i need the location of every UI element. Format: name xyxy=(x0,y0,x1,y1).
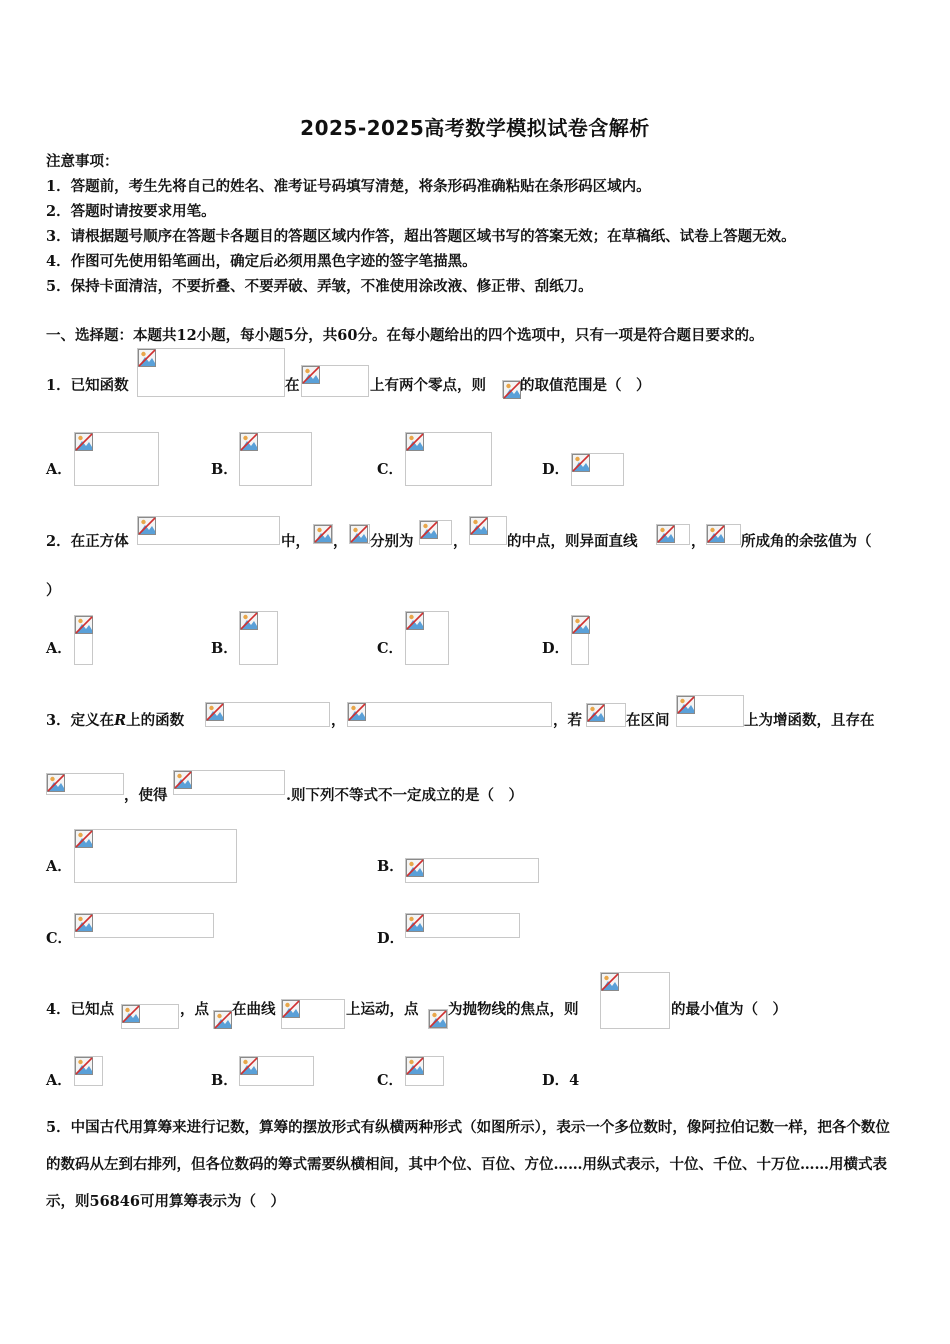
notice-item-2: 2．答题时请按要求用笔。 xyxy=(46,203,216,220)
formula-image xyxy=(74,432,159,486)
option-c-label: C． xyxy=(377,640,404,657)
option-d-label: D． xyxy=(377,930,405,947)
section-heading: 一、选择题：本题共12小题，每小题5分，共60分。在每小题给出的四个选项中，只有一项是符合题目要求的。 xyxy=(46,327,764,344)
q3-text-4: 在区间 xyxy=(626,712,670,729)
q2-text-6: 的中点，则异面直线 xyxy=(507,533,638,550)
page-title: 2025-2025高考数学模拟试卷含解析 xyxy=(300,116,650,140)
notice-item-5: 5．保持卡面清洁，不要折叠、不要弄破、弄皱，不准使用涂改液、修正带、刮纸刀。 xyxy=(46,278,593,295)
q3-text-1: 3．定义在R上的函数 xyxy=(46,712,185,729)
option-b-label: B． xyxy=(211,461,238,478)
q3-text-2: ， xyxy=(331,712,346,729)
q2-text-5: ， xyxy=(453,533,468,550)
formula-image xyxy=(349,524,370,544)
q4-text-2: ，点 xyxy=(180,1001,209,1018)
option-a-label: A． xyxy=(46,461,72,478)
formula-image xyxy=(469,516,507,545)
formula-image xyxy=(173,770,285,795)
q4-text-5: 为抛物线的焦点，则 xyxy=(448,1001,579,1018)
q3-var-r: R xyxy=(114,712,127,729)
option-a-label: A． xyxy=(46,1072,72,1089)
q2-text-1: 2．在正方体 xyxy=(46,533,129,550)
q2-text-8: 所成角的余弦值为（ xyxy=(741,533,872,550)
formula-image xyxy=(419,520,452,545)
option-c-label: C． xyxy=(377,461,404,478)
formula-image xyxy=(586,703,626,727)
formula-image xyxy=(600,972,670,1029)
formula-image xyxy=(137,348,285,397)
option-c-label: C． xyxy=(46,930,73,947)
q2-text-3: ， xyxy=(333,533,348,550)
formula-image xyxy=(405,611,449,665)
formula-image xyxy=(74,615,93,665)
option-a-label: A． xyxy=(46,858,72,875)
notice-item-4: 4．作图可先使用铅笔画出，确定后必须用黑色字迹的签字笔描黑。 xyxy=(46,253,477,270)
formula-image xyxy=(347,702,552,727)
formula-image xyxy=(137,516,280,545)
formula-image xyxy=(121,1004,179,1029)
q3-text-3: ，若 xyxy=(553,712,582,729)
option-a-label: A． xyxy=(46,640,72,657)
option-d-label: D． xyxy=(542,461,570,478)
formula-image xyxy=(571,453,624,486)
option-d-label: D． xyxy=(542,640,570,657)
formula-image xyxy=(281,999,345,1029)
option-c-label: C． xyxy=(377,1072,404,1089)
notice-item-3: 3．请根据题号顺序在答题卡各题目的答题区域内作答，超出答题区域书写的答案无效；在草稿纸、试卷上答题无效。 xyxy=(46,228,796,245)
q2-text-2: 中， xyxy=(281,533,310,550)
option-b-label: B． xyxy=(377,858,404,875)
q3-text-7: .则下列不等式不一定成立的是（ ） xyxy=(286,787,524,804)
formula-image xyxy=(428,1009,448,1029)
notice-item-1: 1．答题前，考生先将自己的姓名、准考证号码填写清楚，将条形码准确粘贴在条形码区域内。 xyxy=(46,178,651,195)
formula-image xyxy=(74,829,237,883)
q2-text-4: 分别为 xyxy=(370,533,414,550)
q3-text-5: 上为增函数，且存在 xyxy=(744,712,875,729)
formula-image xyxy=(405,858,539,883)
formula-image xyxy=(239,1056,314,1086)
question-5: 5．中国古代用算筹来进行记数，算筹的摆放形式有纵横两种形式（如图所示），表示一个多位数时，像阿拉伯记数一样，把各个数位的数码从左到右排列，但各位数码的筹式需要纵横相间，其中个位、百位、方位……用纵式表示，十位、千位、十万位……用横式表示，则56846可用算筹表示为（ ） xyxy=(46,1119,890,1210)
formula-image xyxy=(405,1056,444,1086)
formula-image xyxy=(205,702,330,727)
formula-image xyxy=(502,380,520,398)
formula-image xyxy=(46,773,124,795)
formula-image xyxy=(313,524,333,544)
q4-text-4: 上运动，点 xyxy=(346,1001,419,1018)
q4-text-1: 4．已知点 xyxy=(46,1001,115,1018)
option-d-value: 4 xyxy=(569,1072,580,1089)
option-b-label: B． xyxy=(211,1072,238,1089)
formula-image xyxy=(239,432,312,486)
option-b-label: B． xyxy=(211,640,238,657)
q3-text-6: ，使得 xyxy=(124,787,168,804)
q4-text-3: 在曲线 xyxy=(232,1001,276,1018)
q2-text-9: ） xyxy=(46,582,61,599)
option-d-label: D．4 xyxy=(542,1072,580,1089)
q1-text-4: 的取值范围是（ ） xyxy=(520,377,651,394)
q4-text-6: 的最小值为（ ） xyxy=(671,1001,787,1018)
formula-image xyxy=(213,1010,232,1029)
formula-image xyxy=(676,695,744,727)
q2-text-7: ， xyxy=(691,533,706,550)
formula-image xyxy=(656,524,690,545)
formula-image xyxy=(405,432,492,486)
q1-text-3: 上有两个零点，则 xyxy=(370,377,486,394)
formula-image xyxy=(301,365,369,397)
formula-image xyxy=(571,615,589,665)
q1-text-2: 在 xyxy=(285,377,300,394)
formula-image xyxy=(239,611,278,665)
formula-image xyxy=(74,913,214,938)
formula-image xyxy=(405,913,520,938)
formula-image xyxy=(706,524,741,545)
notice-heading: 注意事项： xyxy=(46,153,119,170)
formula-image xyxy=(74,1056,103,1086)
q1-text-1: 1．已知函数 xyxy=(46,377,129,394)
